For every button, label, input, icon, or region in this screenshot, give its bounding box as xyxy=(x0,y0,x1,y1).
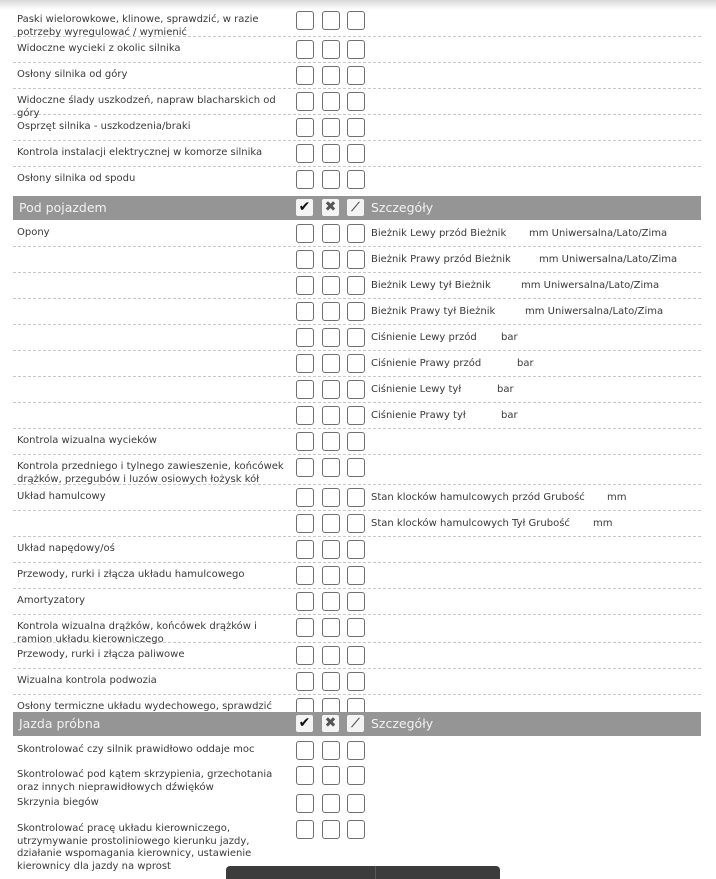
checklist-row xyxy=(13,166,701,192)
checkbox-ok[interactable] xyxy=(296,592,314,611)
checkbox-ok[interactable] xyxy=(296,328,314,347)
checkbox-ok[interactable] xyxy=(296,766,314,785)
checklist-row xyxy=(13,6,701,37)
checkbox-repair[interactable] xyxy=(347,592,365,611)
checkbox-ok[interactable] xyxy=(296,432,314,451)
checkbox-fail[interactable] xyxy=(322,741,340,760)
checkbox-fail[interactable] xyxy=(322,276,340,295)
row-detail xyxy=(371,332,518,344)
detail-unit: mm Uniwersalna/Lato/Zima xyxy=(529,228,668,239)
checkbox-repair[interactable] xyxy=(347,618,365,637)
checklist-row xyxy=(13,376,701,403)
checkbox-repair[interactable] xyxy=(347,92,365,111)
checkbox-fail[interactable] xyxy=(322,11,340,30)
row-detail xyxy=(371,384,514,396)
detail-unit: mm Uniwersalna/Lato/Zima xyxy=(539,254,678,265)
checkbox-fail[interactable] xyxy=(322,118,340,137)
detail-text: Bieżnik Lewy tył Bieżnik xyxy=(371,280,491,291)
checkbox-ok[interactable] xyxy=(296,566,314,585)
detail-unit: bar xyxy=(497,384,514,395)
checkbox-repair[interactable] xyxy=(347,302,365,321)
checkbox-ok[interactable] xyxy=(296,144,314,163)
details-title: Szczegóły xyxy=(371,716,434,731)
detail-unit: bar xyxy=(501,410,518,421)
checkbox-repair[interactable] xyxy=(347,488,365,507)
checkbox-fail[interactable] xyxy=(322,458,340,477)
cross-icon: ✖ xyxy=(322,199,339,216)
checkbox-repair[interactable] xyxy=(347,540,365,559)
checkbox-ok[interactable] xyxy=(296,488,314,507)
row-label: Osłony silnika od spodu xyxy=(17,173,136,184)
row-label: Amortyzatory xyxy=(17,595,86,606)
checklist-row xyxy=(13,402,701,429)
row-label: Osłony silnika od góry xyxy=(17,69,128,80)
checkbox-ok[interactable] xyxy=(296,820,314,839)
checkbox-repair[interactable] xyxy=(347,380,365,399)
checkbox-ok[interactable] xyxy=(296,302,314,321)
checklist-row xyxy=(13,272,701,299)
checkbox-ok[interactable] xyxy=(296,224,314,243)
checkbox-repair[interactable] xyxy=(347,566,365,585)
checkbox-ok[interactable] xyxy=(296,672,314,691)
checklist-row xyxy=(13,220,701,247)
row-label: Widoczne ślady uszkodzeń, napraw blacharskich od góry xyxy=(17,95,276,119)
row-label: Paski wielorowkowe, klinowe, sprawdzić, w razie potrzeby wyregulować / wymienić xyxy=(17,14,259,38)
checkbox-fail[interactable] xyxy=(322,820,340,839)
checkbox-repair[interactable] xyxy=(347,514,365,533)
checkbox-ok[interactable] xyxy=(296,354,314,373)
checklist-row xyxy=(13,484,701,511)
checklist-row xyxy=(13,428,701,455)
checkbox-repair[interactable] xyxy=(347,820,365,839)
section-header-section_drive xyxy=(13,712,701,736)
checkbox-fail[interactable] xyxy=(322,514,340,533)
checkbox-fail[interactable] xyxy=(322,144,340,163)
checkbox-fail[interactable] xyxy=(322,540,340,559)
details-title: Szczegóły xyxy=(371,200,434,215)
row-label: Widoczne wycieki z okolic silnika xyxy=(17,43,181,54)
check-icon: ✔ xyxy=(296,715,313,732)
row-label: Układ hamulcowy xyxy=(17,491,106,502)
checkbox-repair[interactable] xyxy=(347,741,365,760)
detail-unit: mm xyxy=(607,492,627,503)
row-label: Przewody, rurki i złącza paliwowe xyxy=(17,649,185,660)
checkbox-ok[interactable] xyxy=(296,92,314,111)
row-label: Skontrolować czy silnik prawidłowo oddaje moc xyxy=(17,744,255,755)
row-label: Osprzęt silnika - uszkodzenia/braki xyxy=(17,121,191,132)
checklist-row xyxy=(13,536,701,563)
checkbox-repair[interactable] xyxy=(347,354,365,373)
row-label: Kontrola instalacji elektrycznej w komorze silnika xyxy=(17,147,263,158)
checklist-row xyxy=(13,350,701,377)
detail-unit: mm xyxy=(593,518,613,529)
checkbox-repair[interactable] xyxy=(347,224,365,243)
checklist-row xyxy=(13,738,701,762)
checklist-row xyxy=(13,88,701,119)
row-detail xyxy=(371,492,627,504)
checkbox-repair[interactable] xyxy=(347,250,365,269)
checkbox-fail[interactable] xyxy=(322,354,340,373)
checkbox-repair[interactable] xyxy=(347,40,365,59)
wrench-icon: ⟋ xyxy=(347,715,364,732)
checklist-row xyxy=(13,614,701,643)
row-label: Skontrolować pracę układu kierowniczego, utrzymywanie prostoliniowego kierunku jazdy, działanie wspomagania kierownicy, ustawienie kierownicy dla jazdy na wprost xyxy=(17,823,252,872)
checkbox-ok[interactable] xyxy=(296,11,314,30)
checkbox-repair[interactable] xyxy=(347,170,365,189)
row-label: Układ napędowy/oś xyxy=(17,543,115,554)
checklist-row xyxy=(13,588,701,615)
checkbox-ok[interactable] xyxy=(296,458,314,477)
checkbox-fail[interactable] xyxy=(322,488,340,507)
checklist-row xyxy=(13,114,701,141)
row-label: Wizualna kontrola podwozia xyxy=(17,675,157,686)
checkbox-fail[interactable] xyxy=(322,794,340,813)
row-label: Kontrola przedniego i tylnego zawieszenie, końcówek drążków, przegubów i luzów osiowych łożysk kół xyxy=(17,461,284,485)
checklist-row xyxy=(13,454,701,485)
detail-unit: mm Uniwersalna/Lato/Zima xyxy=(525,306,664,317)
checkbox-repair[interactable] xyxy=(347,66,365,85)
detail-text: Ciśnienie Lewy przód xyxy=(371,332,477,343)
checkbox-fail[interactable] xyxy=(322,250,340,269)
detail-text: Stan klocków hamulcowych Tył Grubość xyxy=(371,518,570,529)
section-title: Pod pojazdem xyxy=(19,200,107,215)
checkbox-repair[interactable] xyxy=(347,328,365,347)
checklist-row xyxy=(13,324,701,351)
detail-unit: bar xyxy=(501,332,518,343)
row-detail xyxy=(371,306,664,318)
checkbox-ok[interactable] xyxy=(296,646,314,665)
checkbox-repair[interactable] xyxy=(347,276,365,295)
row-detail xyxy=(371,518,613,530)
row-detail xyxy=(371,254,678,266)
checkbox-ok[interactable] xyxy=(296,250,314,269)
detail-unit: bar xyxy=(517,358,534,369)
checkbox-fail[interactable] xyxy=(322,92,340,111)
row-label: Skontrolować pod kątem skrzypienia, grzechotania oraz innych nieprawidłowych dźwięków xyxy=(17,769,273,793)
checkbox-fail[interactable] xyxy=(322,766,340,785)
checkbox-ok[interactable] xyxy=(296,406,314,425)
checkbox-repair[interactable] xyxy=(347,118,365,137)
checklist-row xyxy=(13,668,701,695)
checkbox-repair[interactable] xyxy=(347,144,365,163)
checklist-row xyxy=(13,510,701,537)
checkbox-fail[interactable] xyxy=(322,302,340,321)
checkbox-ok[interactable] xyxy=(296,380,314,399)
checklist-row xyxy=(13,816,701,872)
row-detail xyxy=(371,358,534,370)
detail-unit: mm Uniwersalna/Lato/Zima xyxy=(521,280,660,291)
checkbox-fail[interactable] xyxy=(322,432,340,451)
checkbox-repair[interactable] xyxy=(347,794,365,813)
row-label: Osłony termiczne układu wydechowego, sprawdzić xyxy=(17,701,272,712)
checklist-row xyxy=(13,298,701,325)
checkbox-ok[interactable] xyxy=(296,514,314,533)
checklist-row xyxy=(13,762,701,793)
checkbox-ok[interactable] xyxy=(296,276,314,295)
checkbox-repair[interactable] xyxy=(347,646,365,665)
checkbox-ok[interactable] xyxy=(296,794,314,813)
checkbox-fail[interactable] xyxy=(322,380,340,399)
detail-text: Bieżnik Prawy tył Bieżnik xyxy=(371,306,496,317)
checkbox-repair[interactable] xyxy=(347,11,365,30)
toolbar-divider xyxy=(375,866,376,879)
checkbox-repair[interactable] xyxy=(347,766,365,785)
row-detail xyxy=(371,410,518,422)
checkbox-fail[interactable] xyxy=(322,170,340,189)
checklist-row xyxy=(13,790,701,816)
detail-text: Ciśnienie Prawy przód xyxy=(371,358,482,369)
section-title: Jazda próbna xyxy=(19,716,101,731)
checklist-row xyxy=(13,62,701,89)
detail-text: Ciśnienie Prawy tył xyxy=(371,410,466,421)
checkbox-ok[interactable] xyxy=(296,540,314,559)
check-icon: ✔ xyxy=(296,199,313,216)
checkbox-fail[interactable] xyxy=(322,328,340,347)
checkbox-repair[interactable] xyxy=(347,458,365,477)
checklist-row xyxy=(13,140,701,167)
detail-text: Bieżnik Lewy przód Bieżnik xyxy=(371,228,507,239)
viewer-toolbar[interactable] xyxy=(226,866,500,879)
cross-icon: ✖ xyxy=(322,715,339,732)
checkbox-fail[interactable] xyxy=(322,66,340,85)
row-label: Przewody, rurki i złącza układu hamulcowego xyxy=(17,569,245,580)
checkbox-ok[interactable] xyxy=(296,40,314,59)
section-header-section_under xyxy=(13,196,701,220)
checkbox-fail[interactable] xyxy=(322,406,340,425)
checklist-row xyxy=(13,642,701,669)
row-detail xyxy=(371,228,668,240)
row-detail xyxy=(371,280,660,292)
checkbox-ok[interactable] xyxy=(296,66,314,85)
checkbox-repair[interactable] xyxy=(347,432,365,451)
checkbox-fail[interactable] xyxy=(322,592,340,611)
detail-text: Ciśnienie Lewy tył xyxy=(371,384,462,395)
row-label: Kontrola wizualna wycieków xyxy=(17,435,157,446)
wrench-icon: ⟋ xyxy=(347,199,364,216)
checkbox-repair[interactable] xyxy=(347,672,365,691)
row-label: Opony xyxy=(17,227,50,238)
checkbox-ok[interactable] xyxy=(296,118,314,137)
detail-text: Stan klocków hamulcowych przód Grubość xyxy=(371,492,585,503)
checkbox-ok[interactable] xyxy=(296,618,314,637)
checkbox-fail[interactable] xyxy=(322,646,340,665)
row-label: Kontrola wizualna drążków, końcówek drążków i ramion układu kierowniczego xyxy=(17,621,257,645)
detail-text: Bieżnik Prawy przód Bieżnik xyxy=(371,254,511,265)
checkbox-ok[interactable] xyxy=(296,170,314,189)
checkbox-repair[interactable] xyxy=(347,406,365,425)
checklist-row xyxy=(13,36,701,63)
checklist-row xyxy=(13,246,701,273)
checkbox-fail[interactable] xyxy=(322,618,340,637)
row-label: Skrzynia biegów xyxy=(17,797,99,808)
checkbox-fail[interactable] xyxy=(322,672,340,691)
checkbox-fail[interactable] xyxy=(322,224,340,243)
checkbox-fail[interactable] xyxy=(322,40,340,59)
checkbox-fail[interactable] xyxy=(322,566,340,585)
checkbox-ok[interactable] xyxy=(296,741,314,760)
checklist-row xyxy=(13,562,701,589)
